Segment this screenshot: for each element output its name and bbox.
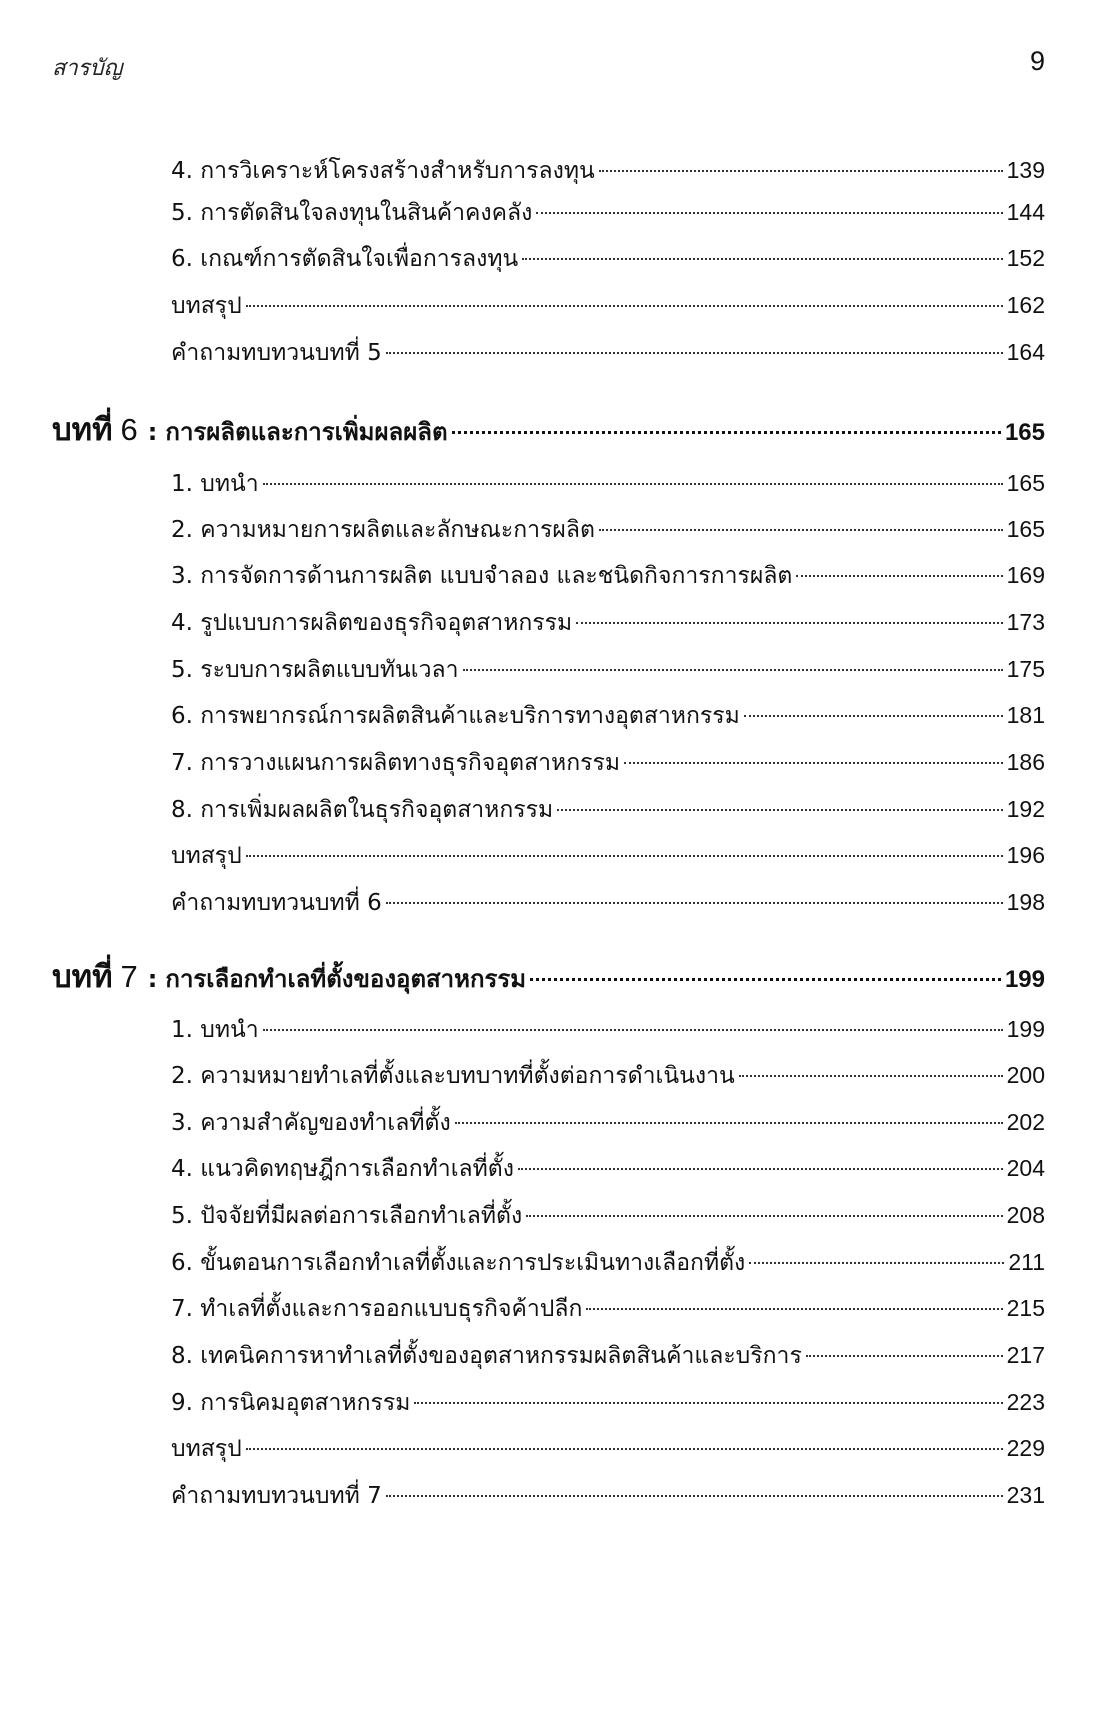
toc-entry-label: 7. ทำเลที่ตั้งและการออกแบบธุรกิจค้าปลีก bbox=[171, 1296, 583, 1322]
toc-entry-page: 211 bbox=[1008, 1249, 1045, 1275]
toc-entry-page: 175 bbox=[1006, 656, 1045, 682]
toc-entry[interactable] bbox=[171, 605, 1045, 639]
toc-entry[interactable] bbox=[171, 1151, 1045, 1185]
dot-leader bbox=[386, 352, 1003, 354]
toc-entry-page: 186 bbox=[1006, 749, 1045, 775]
toc-entry-page: 164 bbox=[1006, 339, 1045, 365]
toc-entry-label: บทสรุป bbox=[171, 293, 242, 319]
chapter-page: 199 bbox=[1004, 966, 1045, 993]
toc-entry-page: 217 bbox=[1006, 1342, 1045, 1368]
toc-entry-page: 200 bbox=[1006, 1062, 1045, 1088]
toc-entry[interactable] bbox=[171, 558, 1045, 592]
toc-entry[interactable] bbox=[171, 153, 1045, 187]
toc-entry[interactable] bbox=[171, 512, 1045, 546]
chapter-number: 6 bbox=[120, 412, 138, 447]
page-header bbox=[0, 0, 1102, 100]
page-number: 9 bbox=[1029, 46, 1045, 76]
toc-entry[interactable] bbox=[171, 1338, 1045, 1372]
chapter-separator: : bbox=[147, 418, 158, 446]
toc-entry-page: 165 bbox=[1006, 516, 1045, 542]
toc-entry-label: 6. ขั้นตอนการเลือกทำเลที่ตั้งและการประเมินทางเลือกที่ตั้ง bbox=[171, 1250, 746, 1276]
toc-entry-label: 3. ความสำคัญของทำเลที่ตั้ง bbox=[171, 1110, 451, 1136]
toc-entry[interactable] bbox=[171, 792, 1045, 826]
dot-leader bbox=[263, 1029, 1003, 1031]
toc-entry[interactable] bbox=[171, 652, 1045, 686]
chapter-page: 165 bbox=[1004, 419, 1045, 446]
dot-leader bbox=[557, 809, 1003, 811]
toc-entry-label: คำถามทบทวนบทที่ 6 bbox=[171, 890, 382, 916]
toc-entry[interactable] bbox=[171, 1198, 1045, 1232]
toc-entry[interactable] bbox=[171, 195, 1045, 229]
toc-entry-label: 9. การนิคมอุตสาหกรรม bbox=[171, 1390, 411, 1416]
toc-entry-page: 165 bbox=[1006, 470, 1045, 496]
dot-leader bbox=[624, 762, 1003, 764]
toc-entry-label: 1. บทนำ bbox=[171, 471, 259, 497]
toc-entry-page: 173 bbox=[1006, 609, 1045, 635]
dot-leader bbox=[806, 1355, 1003, 1357]
toc-entry-label: 7. การวางแผนการผลิตทางธุรกิจอุตสาหกรรม bbox=[171, 750, 620, 776]
toc-entry[interactable] bbox=[171, 241, 1045, 275]
toc-entry[interactable] bbox=[171, 698, 1045, 732]
dot-leader bbox=[739, 1075, 1003, 1077]
toc-entry-label: 4. การวิเคราะห์โครงสร้างสำหรับการลงทุน bbox=[171, 158, 595, 184]
toc-entry-label: 1. บทนำ bbox=[171, 1017, 259, 1043]
toc-entry-page: 181 bbox=[1006, 702, 1045, 728]
dot-leader bbox=[263, 483, 1003, 485]
dot-leader bbox=[246, 855, 1003, 857]
chapter-title: การผลิตและการเพิ่มผลผลิต bbox=[165, 418, 448, 446]
dot-leader bbox=[463, 669, 1003, 671]
dot-leader bbox=[586, 1308, 1002, 1310]
dot-leader bbox=[414, 1402, 1002, 1404]
dot-leader bbox=[386, 902, 1003, 904]
toc-entry[interactable] bbox=[171, 1012, 1045, 1046]
toc-entry-label: 2. ความหมายการผลิตและลักษณะการผลิต bbox=[171, 517, 595, 543]
dot-leader bbox=[452, 431, 1001, 434]
toc-entry[interactable] bbox=[171, 466, 1045, 500]
toc-entry-page: 199 bbox=[1006, 1016, 1045, 1042]
dot-leader bbox=[526, 1215, 1002, 1217]
toc-entry-page: 204 bbox=[1006, 1155, 1045, 1181]
toc-entry[interactable] bbox=[171, 745, 1045, 779]
toc-entry-label: 3. การจัดการด้านการผลิต แบบจำลอง และชนิดกิจการการผลิต bbox=[171, 563, 793, 589]
toc-entry[interactable] bbox=[171, 335, 1045, 369]
chapter-heading-7[interactable] bbox=[52, 955, 1045, 999]
toc-entry-label: 5. การตัดสินใจลงทุนในสินค้าคงคลัง bbox=[171, 200, 533, 226]
dot-leader bbox=[455, 1122, 1003, 1124]
dot-leader bbox=[749, 1262, 1004, 1264]
toc-entry-page: 169 bbox=[1006, 562, 1045, 588]
toc-entry[interactable] bbox=[171, 885, 1045, 919]
chapter-word: บทที่ bbox=[52, 959, 113, 995]
chapter-title: การเลือกทำเลที่ตั้งของอุตสาหกรรม bbox=[165, 965, 527, 993]
toc-entry-label: 2. ความหมายทำเลที่ตั้งและบทบาทที่ตั้งต่อการดำเนินงาน bbox=[171, 1063, 735, 1089]
toc-entry-label: คำถามทบทวนบทที่ 7 bbox=[171, 1483, 382, 1509]
chapter-word: บทที่ bbox=[52, 412, 113, 448]
toc-entry-label: 8. เทคนิคการหาทำเลที่ตั้งของอุตสาหกรรมผลิตสินค้าและบริการ bbox=[171, 1343, 802, 1369]
toc-entry-page: 229 bbox=[1006, 1435, 1045, 1461]
toc-entry-label: บทสรุป bbox=[171, 843, 242, 869]
dot-leader bbox=[522, 258, 1002, 260]
toc-entry-page: 202 bbox=[1006, 1109, 1045, 1135]
dot-leader bbox=[518, 1168, 1003, 1170]
toc-entry[interactable] bbox=[171, 1385, 1045, 1419]
toc-entry-label: 5. ปัจจัยที่มีผลต่อการเลือกทำเลที่ตั้ง bbox=[171, 1203, 523, 1229]
toc-entry-label: 8. การเพิ่มผลผลิตในธุรกิจอุตสาหกรรม bbox=[171, 797, 554, 823]
toc-entry[interactable] bbox=[171, 1478, 1045, 1512]
toc-entry-page: 152 bbox=[1006, 245, 1045, 271]
toc-entry-page: 139 bbox=[1006, 157, 1045, 183]
dot-leader bbox=[599, 170, 1003, 172]
dot-leader bbox=[536, 212, 1002, 214]
toc-entry-label: บทสรุป bbox=[171, 1436, 242, 1462]
toc-entry-label: 6. การพยากรณ์การผลิตสินค้าและบริการทางอุตสาหกรรม bbox=[171, 703, 740, 729]
running-head: สารบัญ bbox=[52, 56, 123, 81]
toc-entry-label: 4. รูปแบบการผลิตของธุรกิจอุตสาหกรรม bbox=[171, 610, 573, 636]
toc-entry-page: 144 bbox=[1006, 199, 1045, 225]
toc-entry-label: คำถามทบทวนบทที่ 5 bbox=[171, 340, 382, 366]
toc-entry-label: 6. เกณฑ์การตัดสินใจเพื่อการลงทุน bbox=[171, 246, 519, 272]
toc-entry[interactable] bbox=[171, 1245, 1045, 1279]
toc-entry-label: 4. แนวคิดทฤษฎีการเลือกทำเลที่ตั้ง bbox=[171, 1156, 514, 1182]
toc-entry[interactable] bbox=[171, 838, 1045, 872]
toc-entry-page: 198 bbox=[1006, 889, 1045, 915]
toc-entry-page: 196 bbox=[1006, 842, 1045, 868]
toc-entry-page: 215 bbox=[1006, 1295, 1045, 1321]
dot-leader bbox=[576, 622, 1002, 624]
dot-leader bbox=[386, 1495, 1003, 1497]
toc-entry-page: 231 bbox=[1006, 1482, 1045, 1508]
toc-entry[interactable] bbox=[171, 288, 1045, 322]
toc-entry-page: 162 bbox=[1006, 292, 1045, 318]
chapter-heading-6[interactable] bbox=[52, 408, 1045, 452]
dot-leader bbox=[530, 978, 1001, 981]
toc-entry-label: 5. ระบบการผลิตแบบทันเวลา bbox=[171, 657, 459, 683]
chapter-separator: : bbox=[147, 965, 158, 993]
toc-entry-page: 192 bbox=[1006, 796, 1045, 822]
toc-entry[interactable] bbox=[171, 1105, 1045, 1139]
toc-entry-page: 208 bbox=[1006, 1202, 1045, 1228]
chapter-number: 7 bbox=[120, 959, 138, 994]
dot-leader bbox=[599, 529, 1003, 531]
dot-leader bbox=[246, 305, 1003, 307]
toc-entry[interactable] bbox=[171, 1291, 1045, 1325]
dot-leader bbox=[246, 1448, 1003, 1450]
toc-entry[interactable] bbox=[171, 1431, 1045, 1465]
toc-entry-page: 223 bbox=[1006, 1389, 1045, 1415]
dot-leader bbox=[796, 575, 1002, 577]
toc-entry[interactable] bbox=[171, 1058, 1045, 1092]
dot-leader bbox=[744, 715, 1003, 717]
